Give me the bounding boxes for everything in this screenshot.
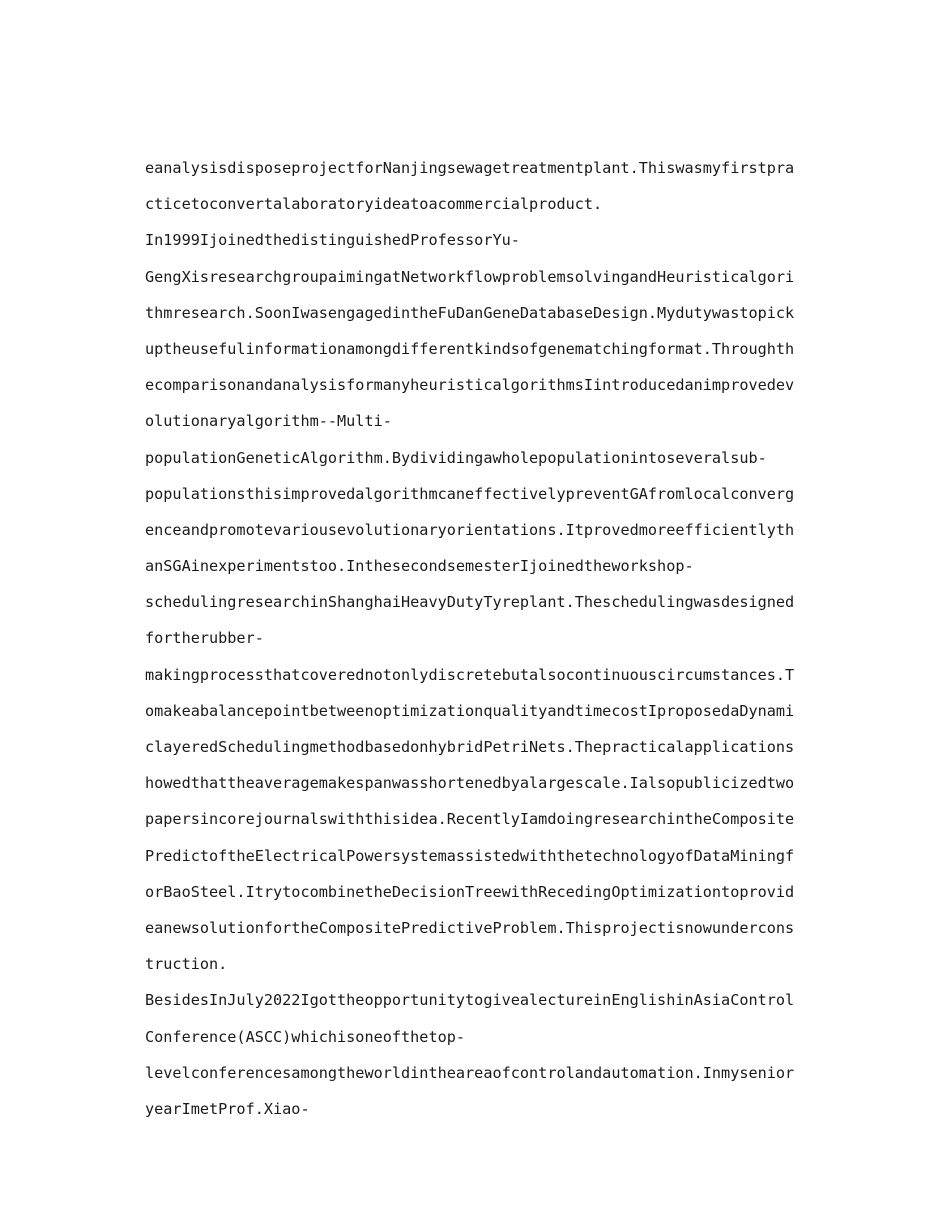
text-line: fortherubber- [145,629,264,648]
text-line: orBaoSteel.ItrytocombinetheDecisionTreewithRecedingOptimizationtoprovid [145,882,795,901]
text-line: uptheusefulinformationamongdifferentkindsofgenematchingformat.Throughth [145,339,795,358]
text-line: olutionaryalgorithm--Multi- [145,412,392,431]
text-line: truction. [145,955,228,974]
text-line: schedulingresearchinShanghaiHeavyDutyTyreplant.Theschedulingwasdesigned [145,593,795,612]
text-line: yearImetProf.Xiao- [145,1099,310,1118]
text-line: BesidesInJuly2022IgottheopportunitytogivealectureinEnglishinAsiaControl [145,991,795,1010]
text-line: anSGAinexperimentstoo.InthesecondsemesterIjoinedtheworkshop- [145,557,694,576]
text-line: omakeabalancepointbetweenoptimizationqualityandtimecostIproposedaDynami [145,701,795,720]
text-line: clayeredSchedulingmethodbasedonhybridPetriNets.Thepracticalapplications [145,738,795,756]
body-text [145,150,810,1127]
text-line: eanalysisdisposeprojectforNanjingsewagetreatmentplant.Thiswasmyfirstpra [145,159,795,177]
text-line: populationGeneticAlgorithm.Bydividingawholepopulationintoseveralsub- [145,448,767,467]
text-line: ecomparisonandanalysisformanyheuristicalgorithmsIintroducedanimprovedev [145,376,795,395]
text-line: howedthattheaveragemakespanwasshortenedbyalargescale.Ialsopublicizedtwo [145,774,795,793]
text-line: levelconferencesamongtheworldintheareaofcontrolandautomation.Inmysenior [145,1063,795,1082]
text-line: thmresearch.SoonIwasengagedintheFuDanGeneDatabaseDesign.Mydutywastopick [145,303,795,322]
text-line: Conference(ASCC)whichisoneofthetop- [145,1027,466,1046]
text-line: GengXisresearchgroupaimingatNetworkflowproblemsolvingandHeuristicalgori [145,267,795,286]
text-line: In1999IjoinedthedistinguishedProfessorYu- [145,231,520,250]
text-line: eanewsolutionfortheCompositePredictiveProblem.Thisprojectisnowundercons [145,918,795,937]
text-line: cticetoconvertalaboratoryideatoacommercialproduct. [145,195,603,214]
text-line: enceandpromotevariousevolutionaryorientations.Itprovedmoreefficientlyth [145,520,795,539]
text-line: makingprocessthatcoverednotonlydiscretebutalsocontinuouscircumstances.T [145,665,795,684]
text-line: populationsthisimprovedalgorithmcaneffectivelypreventGAfromlocalconverg [145,484,795,503]
text-line: PredictoftheElectricalPowersystemassistedwiththetechnologyofDataMiningf [145,846,795,865]
text-line: papersincorejournalswiththisidea.RecentlyIamdoingresearchintheComposite [145,810,795,829]
